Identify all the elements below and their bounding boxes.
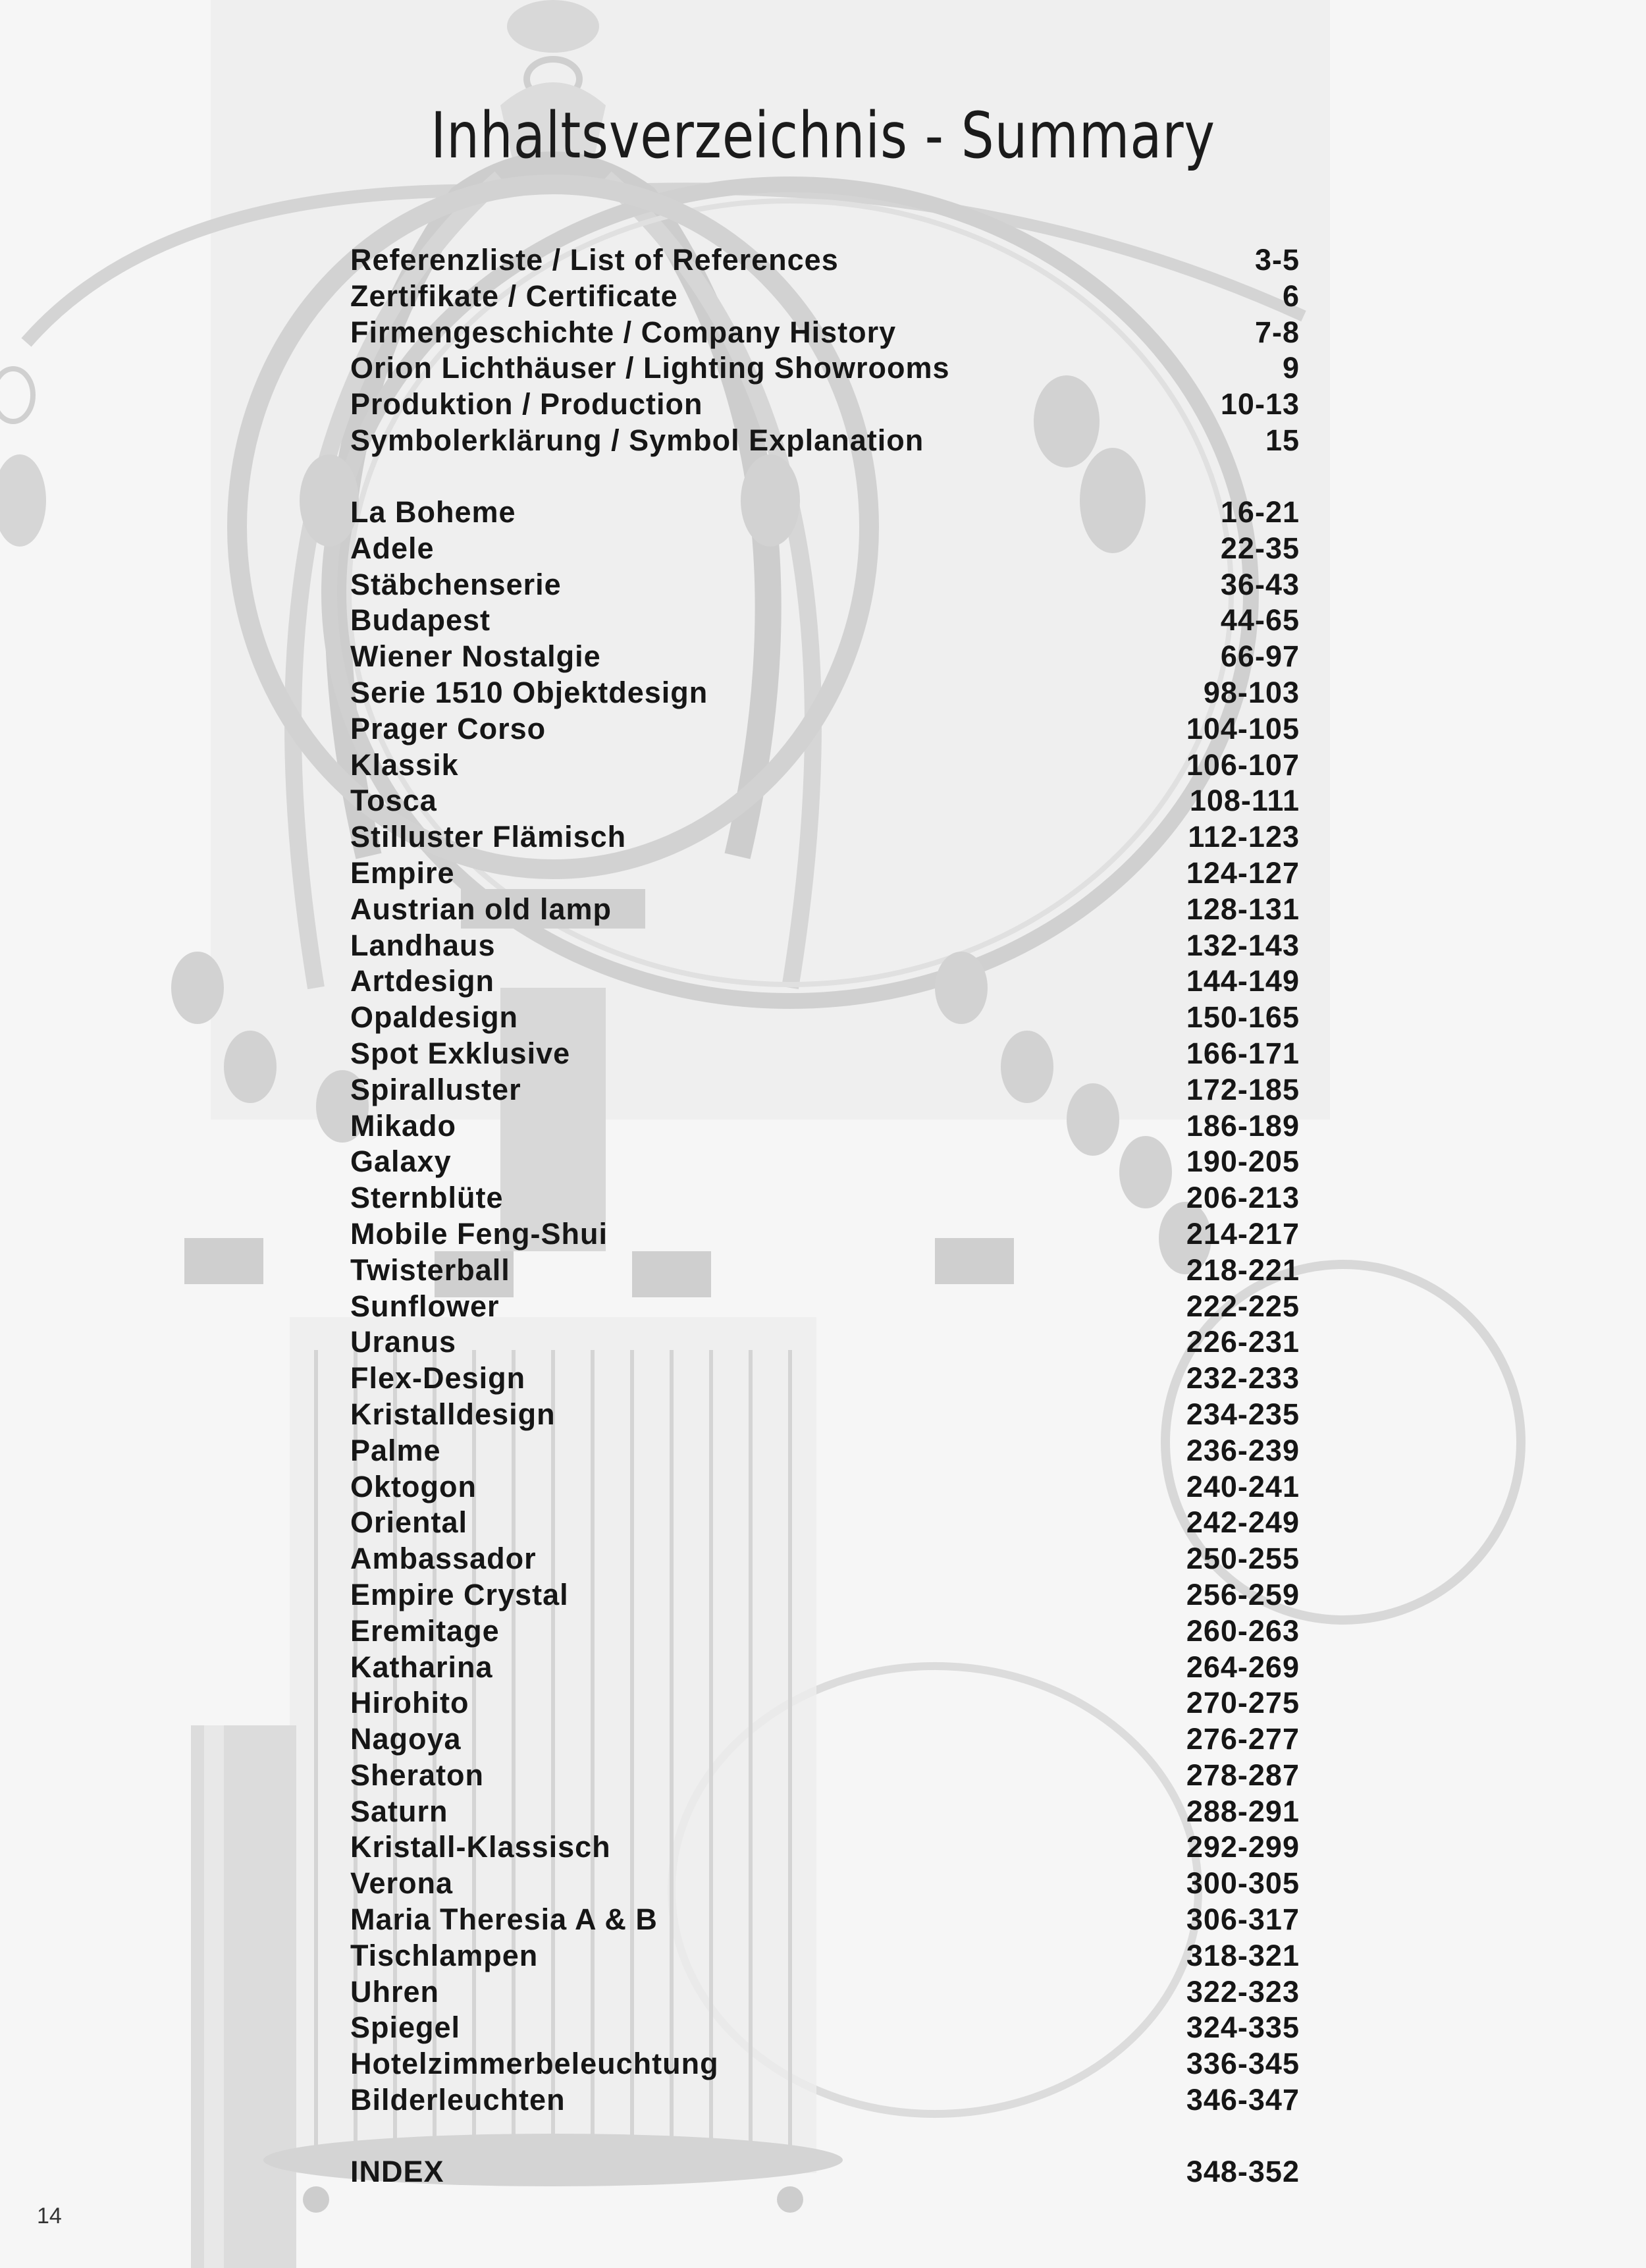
toc-entry-pages: 348-352 — [1186, 2155, 1300, 2188]
toc-row — [350, 603, 1300, 639]
toc-entry-pages: 166-171 — [1186, 1036, 1300, 1070]
toc-row — [350, 1072, 1300, 1108]
toc-entry-label: Produktion / Production — [350, 387, 703, 421]
toc-entry-pages: 106-107 — [1186, 747, 1300, 782]
toc-row — [350, 567, 1300, 603]
toc-row — [350, 315, 1300, 351]
toc-row — [350, 1469, 1300, 1505]
toc-entry-label: La Boheme — [350, 495, 516, 529]
toc-entry-pages: 7-8 — [1254, 315, 1300, 349]
toc-entry-label: Mobile Feng-Shui — [350, 1216, 608, 1251]
toc-row — [350, 1902, 1300, 1938]
toc-entry-label: Kristall-Klassisch — [350, 1830, 611, 1864]
toc-entry-pages: 98-103 — [1203, 675, 1300, 709]
toc-entry-label: Uranus — [350, 1325, 457, 1359]
toc-entry-pages: 346-347 — [1186, 2083, 1300, 2117]
toc-entry-label: Empire Crystal — [350, 1577, 569, 1611]
toc-entry-label: Empire — [350, 855, 455, 890]
toc-entry-label: Opaldesign — [350, 1000, 519, 1035]
toc-entry-pages: 104-105 — [1186, 711, 1300, 745]
toc-row — [350, 2010, 1300, 2046]
toc-row — [350, 1685, 1300, 1721]
toc-entry-label: Eremitage — [350, 1613, 500, 1648]
toc-row — [350, 819, 1300, 855]
toc-row — [350, 1721, 1300, 1758]
toc-entry-pages: 260-263 — [1186, 1613, 1300, 1648]
toc-entry-label: Stäbchenserie — [350, 567, 562, 601]
toc-entry-label: Uhren — [350, 1974, 440, 2009]
toc-entry-pages: 144-149 — [1186, 964, 1300, 998]
toc-row — [350, 1108, 1300, 1145]
toc-entry-label: Budapest — [350, 603, 491, 637]
toc-entry-pages: 44-65 — [1220, 603, 1300, 637]
toc-entry-pages: 124-127 — [1186, 855, 1300, 890]
toc-entry-pages: 190-205 — [1186, 1145, 1300, 1179]
toc-entry-label: Orion Lichthäuser / Lighting Showrooms — [350, 351, 950, 385]
toc-entry-label: Verona — [350, 1866, 454, 1901]
toc-row — [350, 2154, 1300, 2190]
toc-row — [350, 423, 1300, 459]
toc-entry-label: Bilderleuchten — [350, 2083, 566, 2117]
toc-row — [350, 2082, 1300, 2119]
toc-row — [350, 242, 1300, 279]
toc-row — [350, 1324, 1300, 1361]
toc-entry-pages: 108-111 — [1189, 784, 1300, 818]
toc-entry-pages: 264-269 — [1186, 1650, 1300, 1684]
toc-collections-list — [350, 495, 1300, 2119]
toc-entry-label: Austrian old lamp — [350, 892, 612, 926]
toc-entry-label: Artdesign — [350, 964, 495, 998]
toc-entry-pages: 112-123 — [1188, 820, 1300, 854]
toc-entry-pages: 9 — [1282, 351, 1300, 385]
toc-row — [350, 1866, 1300, 1902]
toc-entry-label: Sternblüte — [350, 1181, 504, 1215]
toc-entry-label: Saturn — [350, 1794, 448, 1828]
page-number: 14 — [37, 2203, 62, 2228]
toc-entry-pages: 22-35 — [1220, 531, 1300, 565]
toc-entry-label: Tosca — [350, 784, 437, 818]
toc-row — [350, 1938, 1300, 1974]
toc-row — [350, 928, 1300, 964]
toc-entry-label: Katharina — [350, 1650, 493, 1684]
toc-entry-label: Prager Corso — [350, 711, 546, 745]
toc-row — [350, 855, 1300, 892]
toc-entry-label: Zertifikate / Certificate — [350, 279, 678, 313]
toc-entry-pages: 288-291 — [1186, 1794, 1300, 1828]
toc-entry-label: Twisterball — [350, 1253, 510, 1287]
toc-index-list — [350, 2154, 1300, 2190]
toc-entry-pages: 128-131 — [1186, 892, 1300, 926]
toc-row — [350, 1577, 1300, 1613]
toc-row — [350, 1505, 1300, 1541]
toc-row — [350, 387, 1300, 423]
toc-entry-pages: 300-305 — [1186, 1866, 1300, 1901]
toc-entry-pages: 336-345 — [1186, 2047, 1300, 2081]
toc-entry-label: Symbolerklärung / Symbol Explanation — [350, 423, 924, 457]
toc-row — [350, 1829, 1300, 1866]
toc-row — [350, 1758, 1300, 1794]
toc-entry-pages: 240-241 — [1186, 1469, 1300, 1503]
toc-entry-label: Wiener Nostalgie — [350, 639, 601, 674]
toc-row — [350, 639, 1300, 675]
toc-entry-label: Spot Exklusive — [350, 1036, 571, 1070]
toc-entry-pages: 222-225 — [1186, 1289, 1300, 1323]
toc-entry-pages: 186-189 — [1186, 1108, 1300, 1143]
toc-entry-label: Flex-Design — [350, 1361, 526, 1395]
toc-entry-pages: 236-239 — [1186, 1433, 1300, 1467]
toc-entry-label: Hotelzimmerbeleuchtung — [350, 2047, 719, 2081]
toc-entry-label: Adele — [350, 531, 435, 565]
toc-entry-pages: 10-13 — [1220, 387, 1300, 421]
toc-entry-label: Hirohito — [350, 1686, 469, 1720]
page-title: Inhaltsverzeichnis - Summary — [431, 99, 1215, 173]
toc-entry-label: INDEX — [350, 2155, 444, 2188]
toc-entry-label: Oktogon — [350, 1469, 477, 1503]
toc-entry-label: Sunflower — [350, 1289, 500, 1323]
toc-row — [350, 747, 1300, 784]
toc-entry-pages: 324-335 — [1186, 2011, 1300, 2045]
toc-entry-pages: 36-43 — [1220, 567, 1300, 601]
toc-row — [350, 2046, 1300, 2082]
toc-row — [350, 963, 1300, 1000]
toc-entry-label: Landhaus — [350, 928, 496, 962]
toc-entry-label: Galaxy — [350, 1145, 452, 1179]
toc-row — [350, 1180, 1300, 1216]
toc-entry-label: Kristalldesign — [350, 1397, 556, 1431]
toc-entry-label: Serie 1510 Objektdesign — [350, 675, 708, 709]
toc-entry-label: Ambassador — [350, 1542, 537, 1576]
toc-entry-pages: 132-143 — [1186, 928, 1300, 962]
toc-row — [350, 1433, 1300, 1469]
toc-row — [350, 1253, 1300, 1289]
toc-entry-label: Firmengeschichte / Company History — [350, 315, 897, 349]
toc-row — [350, 1216, 1300, 1253]
toc-row — [350, 1144, 1300, 1180]
toc-row — [350, 1541, 1300, 1577]
toc-row — [350, 783, 1300, 819]
toc-entry-pages: 250-255 — [1186, 1542, 1300, 1576]
toc-row — [350, 1289, 1300, 1325]
toc-entry-pages: 318-321 — [1186, 1938, 1300, 1972]
toc-entry-pages: 172-185 — [1186, 1072, 1300, 1106]
toc-entry-pages: 242-249 — [1186, 1505, 1300, 1540]
toc-entry-pages: 234-235 — [1186, 1397, 1300, 1431]
toc-entry-pages: 3-5 — [1254, 243, 1300, 277]
toc-entry-label: Nagoya — [350, 1722, 462, 1756]
toc-row — [350, 675, 1300, 711]
toc-row — [350, 1036, 1300, 1072]
toc-entry-label: Palme — [350, 1433, 441, 1467]
toc-entry-pages: 306-317 — [1186, 1903, 1300, 1937]
toc-entry-label: Mikado — [350, 1108, 457, 1143]
toc-entry-label: Klassik — [350, 747, 459, 782]
toc-row — [350, 1361, 1300, 1397]
toc-entry-label: Tischlampen — [350, 1938, 539, 1972]
toc-entry-pages: 270-275 — [1186, 1686, 1300, 1720]
toc-row — [350, 531, 1300, 567]
toc-entry-pages: 276-277 — [1186, 1722, 1300, 1756]
toc-row — [350, 350, 1300, 387]
toc-row — [350, 495, 1300, 531]
toc-entry-label: Referenzliste / List of References — [350, 243, 839, 277]
toc-entry-pages: 66-97 — [1220, 639, 1300, 674]
toc-intro-list — [350, 242, 1300, 459]
toc-entry-pages: 206-213 — [1186, 1181, 1300, 1215]
toc-entry-pages: 322-323 — [1186, 1974, 1300, 2009]
toc-entry-pages: 214-217 — [1186, 1216, 1300, 1251]
toc-row — [350, 1974, 1300, 2011]
toc-row — [350, 1397, 1300, 1433]
toc-entry-pages: 292-299 — [1186, 1830, 1300, 1864]
toc-row — [350, 1000, 1300, 1036]
toc-entry-label: Spiralluster — [350, 1072, 521, 1106]
toc-entry-label: Maria Theresia A & B — [350, 1903, 658, 1937]
toc-entry-pages: 15 — [1265, 423, 1300, 457]
toc-entry-label: Spiegel — [350, 2011, 461, 2045]
toc-entry-pages: 218-221 — [1186, 1253, 1300, 1287]
toc-entry-pages: 226-231 — [1186, 1325, 1300, 1359]
toc-entry-label: Stilluster Flämisch — [350, 820, 627, 854]
toc-row — [350, 1794, 1300, 1830]
toc-entry-label: Oriental — [350, 1505, 468, 1540]
toc-entry-pages: 6 — [1282, 279, 1300, 313]
toc-entry-pages: 256-259 — [1186, 1577, 1300, 1611]
toc-entry-pages: 150-165 — [1186, 1000, 1300, 1035]
toc-row — [350, 1613, 1300, 1650]
toc-entry-label: Sheraton — [350, 1758, 485, 1792]
toc-entry-pages: 232-233 — [1186, 1361, 1300, 1395]
toc-row — [350, 1650, 1300, 1686]
toc-row — [350, 711, 1300, 747]
toc-entry-pages: 278-287 — [1186, 1758, 1300, 1792]
toc-row — [350, 279, 1300, 315]
toc-row — [350, 892, 1300, 928]
toc-entry-pages: 16-21 — [1220, 495, 1300, 529]
